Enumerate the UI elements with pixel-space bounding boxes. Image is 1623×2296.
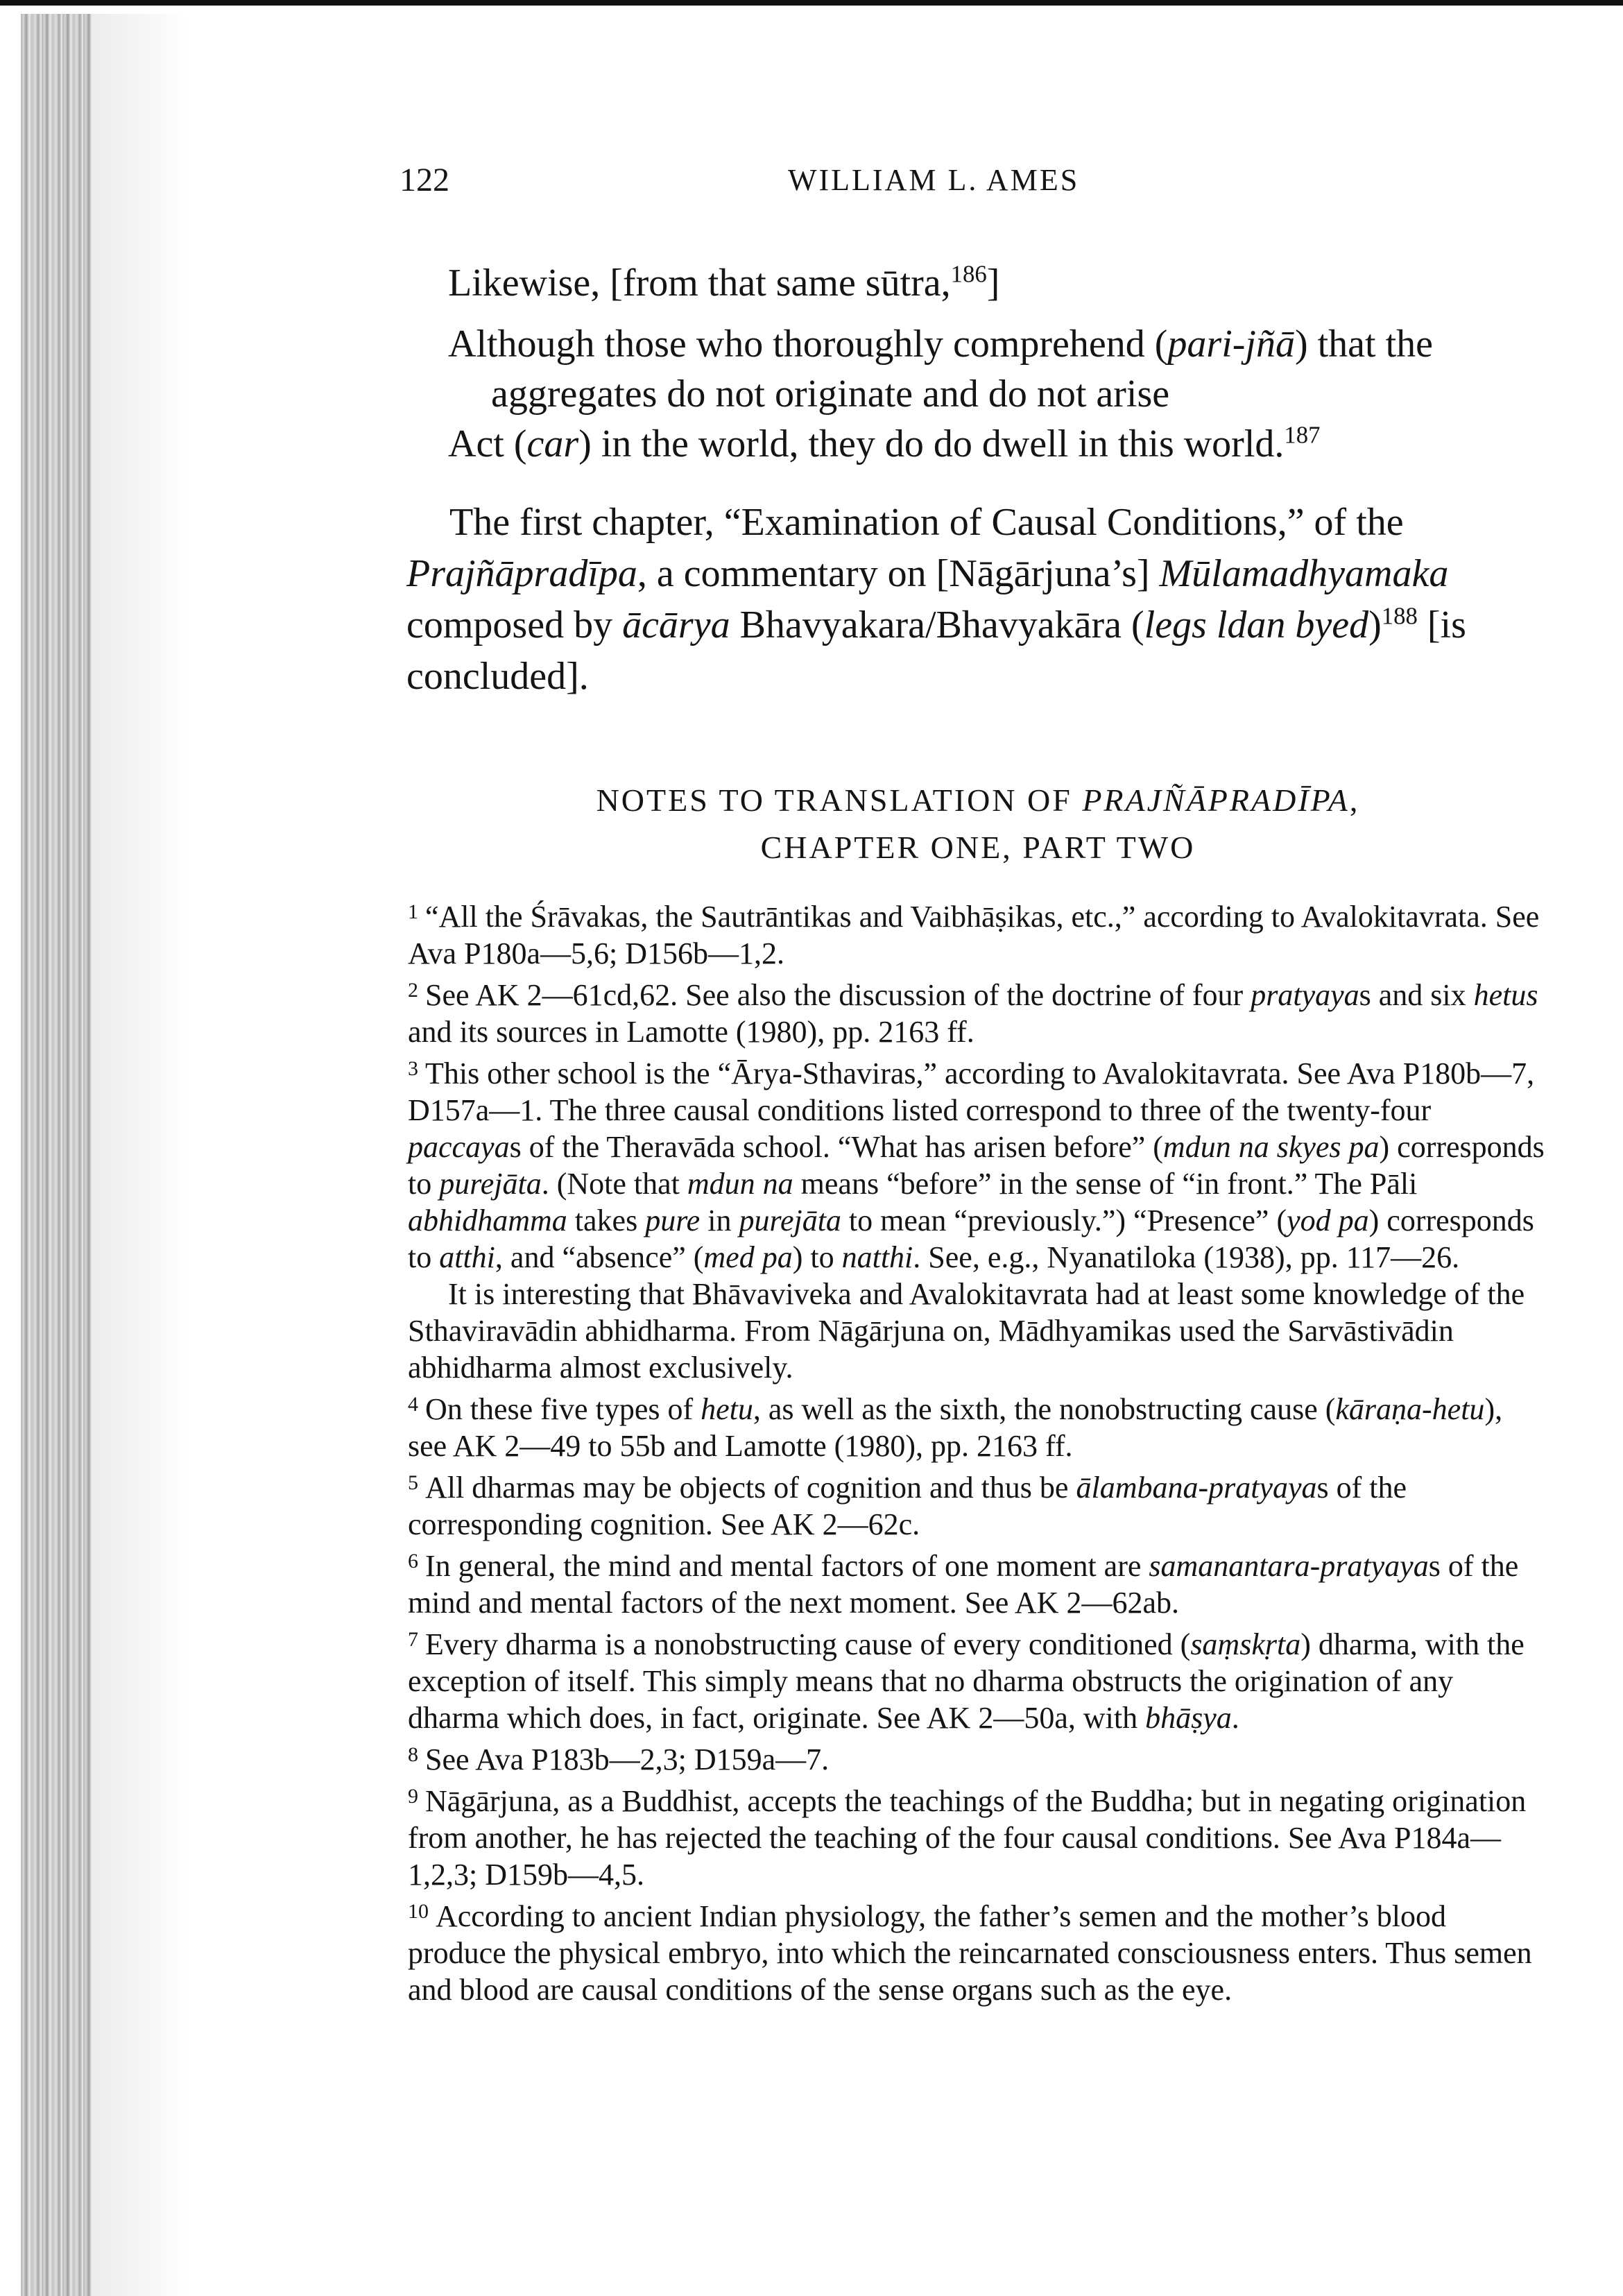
running-head: WILLIAM L. AMES xyxy=(788,163,1080,197)
verse-line: aggregates do not originate and do not arise xyxy=(491,372,1170,415)
endnote: $^6$ In general, the mind and mental factors of one moment are samanantara-pratyayas of the mind and mental factors of the next moment. See AK 2—62ab. xyxy=(408,1549,1519,1620)
verse-line: Act (car) in the world, they do do dwell in this world.$^{187}$ xyxy=(448,421,1321,465)
footnote-ref: 187 xyxy=(1284,421,1321,449)
verse-line: Although those who thoroughly comprehend (pari-jñā) that the xyxy=(448,323,1434,366)
endnote: $^1$ “All the Śrāvakas, the Sautrāntikas and Vaibhāṣikas, etc.,” according to Avalokitavrata. See Ava P180a—5,6; D156b—1,2. xyxy=(408,900,1540,970)
endnote: $^2$ See AK 2—61cd,62. See also the discussion of the doctrine of four pratyayas and six hetus and its sources in Lamotte (1980), pp. 2163 ff. xyxy=(408,978,1538,1049)
notes-title-line: NOTES TO TRANSLATION OF PRAJÑĀPRADĪPA, xyxy=(596,782,1360,818)
endnote: $^8$ See Ava P183b—2,3; D159a—7. xyxy=(408,1742,830,1776)
intro-line: Likewise, [from that same sūtra,$^{186}$] xyxy=(448,260,1000,305)
page-number: 122 xyxy=(400,162,449,198)
footnote-ref: 186 xyxy=(950,260,987,288)
scan-top-border xyxy=(0,0,1623,6)
endnote: $^4$ On these five types of hetu, as well as the sixth, the nonobstructing cause (kāraṇa-hetu), see AK 2—49 to 55b and Lamotte (1980), pp. 2163 ff. xyxy=(408,1392,1503,1463)
footnote-ref: 188 xyxy=(1381,602,1418,630)
endnote: $^3$ This other school is the “Ārya-Sthaviras,” according to Avalokitavrata. See Ava P180b—7, D157a—1. The three causal conditions listed correspond to three of the twenty-four paccayas of the Theravāda school. “What has arisen before” (mdun na skyes pa) corresponds to purejāta. (Note that mdun na means “before” in the sense of “in front.” The Pāli abhidhamma takes pure in purejāta to mean “previously.”) “Presence” (yod pa) corresponds to atthi, and “absence” (med pa) to natthi. See, e.g., Nyanatiloka (1938), pp. 117—26. xyxy=(408,1056,1545,1274)
endnotes xyxy=(408,893,1545,2008)
endnote: $^9$ Nāgārjuna, as a Buddhist, accepts the teachings of the Buddha; but in negating origination from another, he has rejected the teaching of the four causal conditions. See Ava P184a—1,2,3; D159b—4,5. xyxy=(408,1784,1527,1892)
book-binding-shadow xyxy=(21,14,92,2296)
verse xyxy=(448,319,1558,469)
binding-fade xyxy=(92,14,189,2296)
endnote: $^5$ All dharmas may be objects of cognition and thus be ālambana-pratyayas of the corresponding cognition. See AK 2—62c. xyxy=(408,1471,1407,1541)
endnote-paragraph: It is interesting that Bhāvaviveka and Avalokitavrata had at least some knowledge of the Sthaviravādin abhidharma. From Nāgārjuna on, Mādhyamikas used the Sarvāstivādin abhidharma almost exclusively. xyxy=(408,1277,1525,1385)
endnote: $^7$ Every dharma is a nonobstructing cause of every conditioned (saṃskṛta) dharma, with the exception of itself. This simply means that no dharma obstructs the origination of any dharma which does, in fact, originate. See AK 2—50a, with bhāṣya. xyxy=(408,1627,1525,1735)
notes-title-line: CHAPTER ONE, PART TWO xyxy=(760,830,1196,865)
endnote: $^{10}$ According to ancient Indian physiology, the father’s semen and the mother’s blood produce the physical embryo, into which the reincarnated consciousness enters. Thus semen and blood are causal conditions of the sense organs such as the eye. xyxy=(408,1899,1532,2007)
notes-section-title xyxy=(416,777,1540,871)
colophon-paragraph: The first chapter, “Examination of Causal Conditions,” of the Prajñāpradīpa, a commentary on [Nāgārjuna’s] Mūlamadhyamaka composed by ācārya Bhavyakara/Bhavyakāra (legs ldan byed)$^{188}$ [is concluded]. xyxy=(406,501,1466,698)
